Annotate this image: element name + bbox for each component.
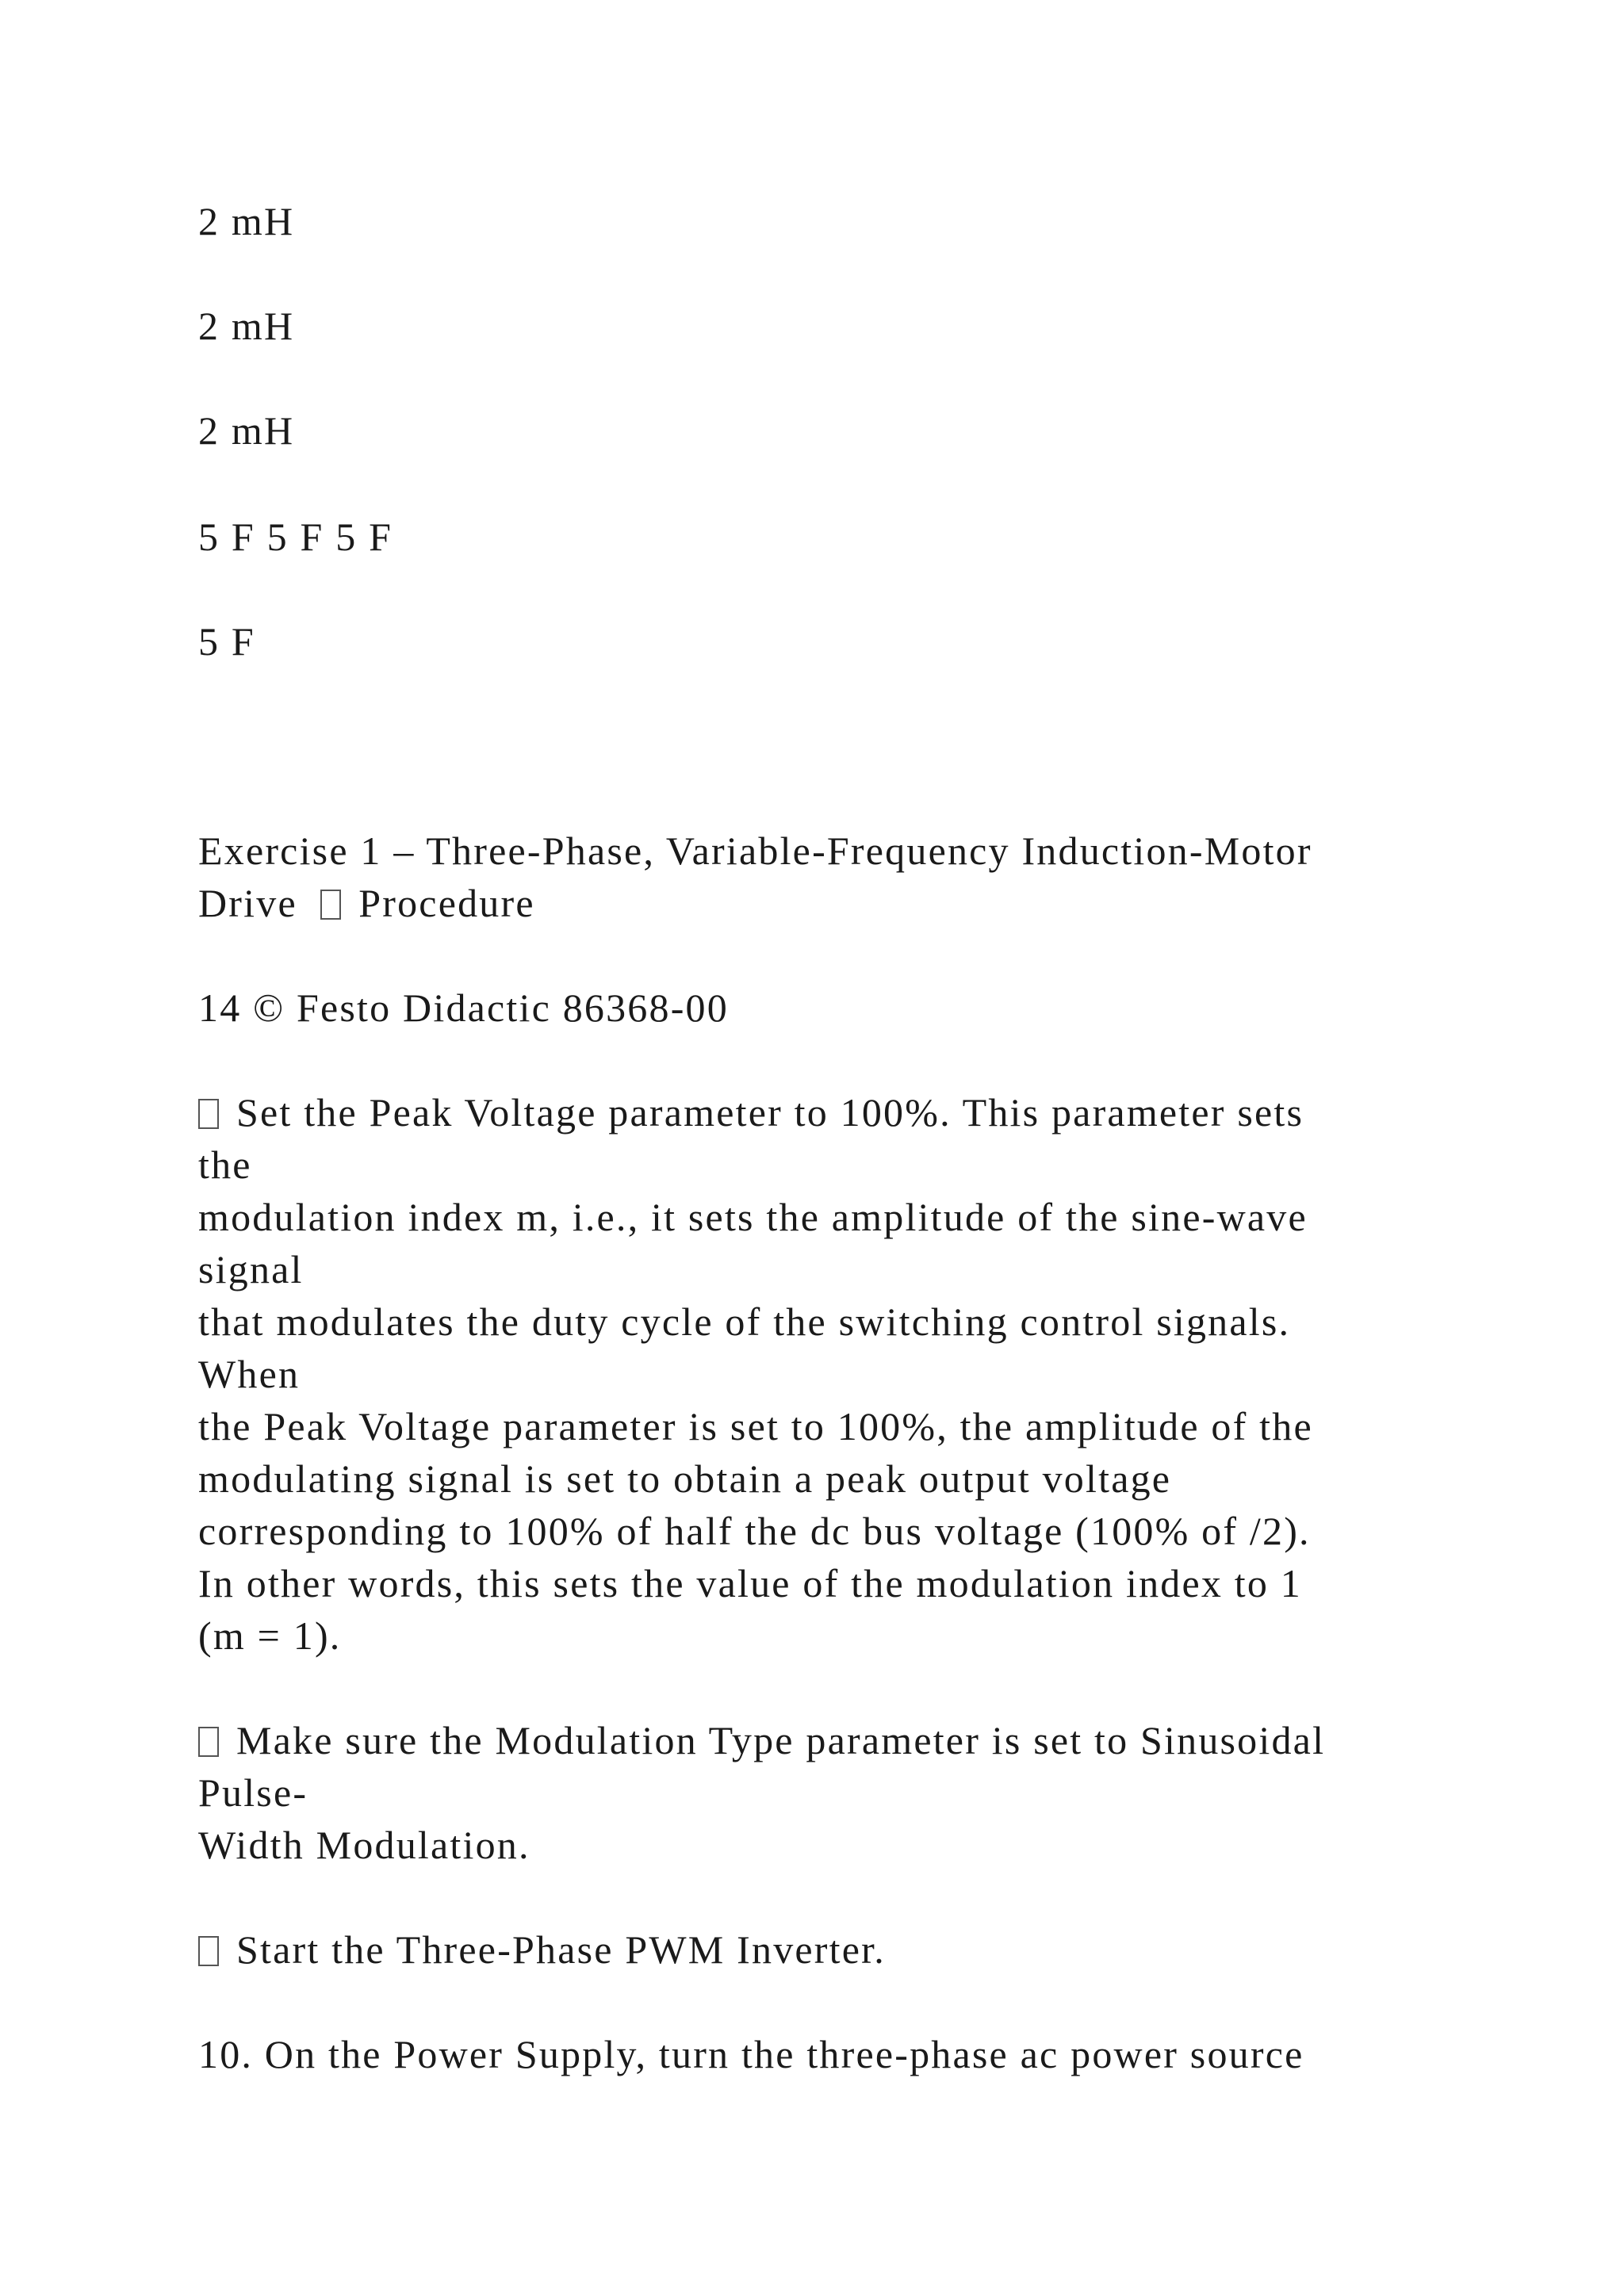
step-peak-voltage-line-4: signal <box>198 1247 304 1292</box>
step-modulation-type-line-1 <box>198 1714 1325 1766</box>
step-peak-voltage-text-1: Set the Peak Voltage parameter to 100%. This parameter sets <box>236 1090 1304 1135</box>
exercise-subtitle <box>198 877 535 929</box>
page-footer-info: 14 © Festo Didactic 86368-00 <box>198 985 729 1030</box>
section-marker-icon <box>320 890 341 920</box>
step-start-inverter <box>198 1923 886 1976</box>
inductor-label-2: 2 mH <box>198 304 295 348</box>
inductor-label-3: 2 mH <box>198 408 295 453</box>
inductor-label-1: 2 mH <box>198 199 295 243</box>
step-peak-voltage-line-7: the Peak Voltage parameter is set to 100%, the amplitude of the <box>198 1404 1313 1448</box>
step-peak-voltage-line-8: modulating signal is set to obtain a peak output voltage <box>198 1456 1172 1501</box>
step-peak-voltage-line-2: the <box>198 1142 252 1187</box>
step-peak-voltage-line-11: (m = 1). <box>198 1613 342 1658</box>
step-peak-voltage-line-6: When <box>198 1352 301 1396</box>
checkbox-icon <box>198 1099 219 1129</box>
step-peak-voltage-line-9: corresponding to 100% of half the dc bus voltage (100% of /2). <box>198 1509 1311 1553</box>
step-peak-voltage-line-10: In other words, this sets the value of the modulation index to 1 <box>198 1561 1302 1605</box>
step-peak-voltage-line-5: that modulates the duty cycle of the switching control signals. <box>198 1299 1291 1344</box>
document-page <box>198 0 1515 2296</box>
exercise-title: Exercise 1 – Three-Phase, Variable-Frequency Induction-Motor <box>198 828 1312 873</box>
capacitor-labels-row: 5 F 5 F 5 F <box>198 515 393 559</box>
step-start-inverter-text: Start the Three-Phase PWM Inverter. <box>236 1927 886 1972</box>
step-modulation-type-line-3: Width Modulation. <box>198 1823 530 1867</box>
step-10: 10. On the Power Supply, turn the three-phase ac power source <box>198 2032 1304 2076</box>
exercise-subtitle-suffix: Procedure <box>358 881 535 925</box>
step-peak-voltage-line-1 <box>198 1086 1304 1138</box>
step-modulation-type-line-2: Pulse- <box>198 1770 308 1815</box>
capacitor-label-single: 5 F <box>198 619 255 664</box>
checkbox-icon <box>198 1936 219 1966</box>
checkbox-icon <box>198 1727 219 1757</box>
step-modulation-type-text-1: Make sure the Modulation Type parameter is set to Sinusoidal <box>236 1718 1326 1762</box>
exercise-subtitle-prefix: Drive <box>198 881 309 925</box>
step-peak-voltage-line-3: modulation index m, i.e., it sets the amplitude of the sine-wave <box>198 1195 1308 1239</box>
